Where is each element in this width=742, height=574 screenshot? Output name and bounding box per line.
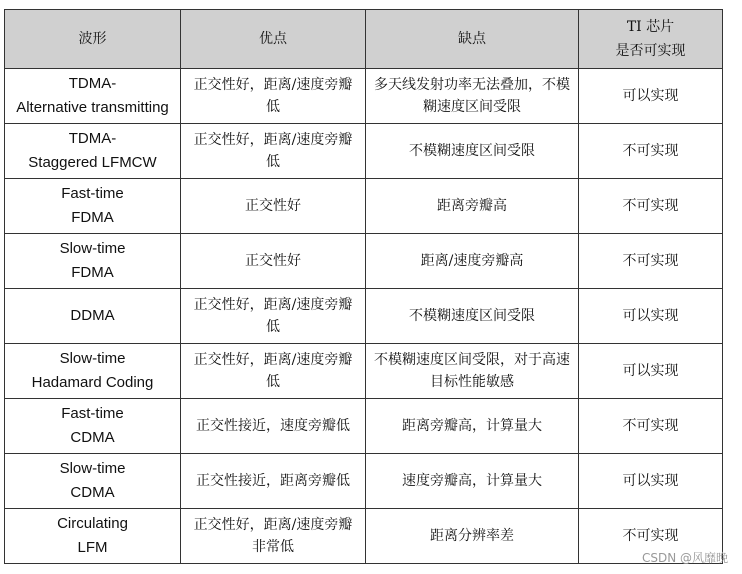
table-body — [5, 69, 723, 564]
waveform-cell — [5, 234, 181, 289]
waveform-cell — [5, 509, 181, 564]
cons-cell-text: 不模糊速度区间受限 — [409, 143, 535, 159]
cons-cell-text: 距离分辨率差 — [430, 528, 514, 544]
pros-cell-text: 正交性好，距离/速度旁瓣低 — [193, 132, 353, 170]
table-row — [5, 399, 723, 454]
ti-support-cell — [579, 399, 723, 454]
table-row — [5, 69, 723, 124]
waveform-name-line2: FDMA — [71, 209, 114, 226]
table-row — [5, 344, 723, 399]
ti-support-cell-text: 可以实现 — [622, 88, 679, 104]
cons-cell-text: 速度旁瓣高，计算量大 — [402, 473, 542, 489]
waveform-name-line1: DDMA — [70, 307, 115, 324]
ti-support-cell-text: 可以实现 — [622, 473, 679, 489]
table-header — [5, 10, 723, 69]
pros-cell — [181, 399, 366, 454]
waveform-name-line1: Fast-time — [61, 185, 124, 202]
waveform-comparison-table — [4, 9, 723, 564]
waveform-cell — [5, 69, 181, 124]
header-row — [5, 10, 723, 69]
ti-support-cell-text: 可以实现 — [622, 308, 679, 324]
cons-cell-text: 距离旁瓣高 — [437, 198, 507, 214]
waveform-name-line2: CDMA — [70, 484, 115, 501]
header-waveform: 波形 — [5, 10, 181, 69]
pros-cell — [181, 509, 366, 564]
ti-support-cell — [579, 234, 723, 289]
watermark: CSDN @风靡晚 — [641, 551, 728, 565]
header-ti-line2: 是否可实现 — [615, 43, 686, 59]
pros-cell — [181, 344, 366, 399]
cons-cell — [366, 234, 579, 289]
waveform-name-line2: Alternative transmitting — [16, 99, 169, 116]
ti-support-cell-text: 不可实现 — [622, 418, 679, 434]
ti-support-cell — [579, 124, 723, 179]
pros-cell-text: 正交性好 — [245, 198, 301, 214]
waveform-name-line2: Staggered LFMCW — [28, 154, 157, 171]
cons-cell — [366, 509, 579, 564]
waveform-name-line2: Hadamard Coding — [31, 374, 154, 391]
cons-cell-text: 距离/速度旁瓣高 — [420, 253, 524, 269]
ti-support-cell-text: 不可实现 — [622, 253, 679, 269]
pros-cell-text: 正交性好，距离/速度旁瓣低 — [193, 352, 353, 390]
table-row — [5, 454, 723, 509]
ti-support-cell-text: 不可实现 — [622, 198, 679, 214]
ti-support-cell — [579, 289, 723, 344]
pros-cell-text: 正交性接近，速度旁瓣低 — [196, 418, 350, 434]
waveform-cell — [5, 179, 181, 234]
table-row — [5, 234, 723, 289]
table-row — [5, 509, 723, 564]
header-ti-line1: TI 芯片 — [626, 19, 675, 35]
cons-cell — [366, 179, 579, 234]
pros-cell-text: 正交性好，距离/速度旁瓣低 — [193, 77, 353, 115]
waveform-cell — [5, 399, 181, 454]
pros-cell — [181, 179, 366, 234]
cons-cell-text: 距离旁瓣高，计算量大 — [402, 418, 542, 434]
cons-cell — [366, 344, 579, 399]
table-row — [5, 179, 723, 234]
waveform-name-line1: TDMA- — [68, 75, 117, 92]
cons-cell-text: 不模糊速度区间受限 — [409, 308, 535, 324]
header-pros: 优点 — [181, 10, 366, 69]
waveform-cell — [5, 454, 181, 509]
ti-support-cell — [579, 179, 723, 234]
pros-cell-text: 正交性好，距离/速度旁瓣非常低 — [193, 517, 353, 555]
ti-support-cell-text: 不可实现 — [622, 143, 679, 159]
pros-cell — [181, 289, 366, 344]
ti-support-cell-text: 不可实现 — [622, 528, 679, 544]
waveform-name-line2: LFM — [77, 539, 108, 556]
table-row — [5, 124, 723, 179]
pros-cell-text: 正交性接近，距离旁瓣低 — [196, 473, 350, 489]
ti-support-cell — [579, 69, 723, 124]
header-cons: 缺点 — [366, 10, 579, 69]
cons-cell-text: 不模糊速度区间受限，对于高速目标性能敏感 — [374, 352, 570, 390]
ti-support-cell — [579, 344, 723, 399]
waveform-name-line1: Fast-time — [61, 405, 124, 422]
waveform-cell — [5, 344, 181, 399]
cons-cell — [366, 399, 579, 454]
cons-cell-text: 多天线发射功率无法叠加，不模糊速度区间受限 — [374, 77, 570, 115]
waveform-name-line1: Slow-time — [59, 460, 126, 477]
waveform-cell — [5, 289, 181, 344]
waveform-name-line1: Circulating — [57, 515, 128, 532]
pros-cell-text: 正交性好，距离/速度旁瓣低 — [193, 297, 353, 335]
pros-cell — [181, 124, 366, 179]
waveform-name-line1: Slow-time — [59, 240, 126, 257]
pros-cell — [181, 69, 366, 124]
cons-cell — [366, 454, 579, 509]
header-ti-support — [579, 10, 723, 69]
cons-cell — [366, 124, 579, 179]
waveform-name-line1: Slow-time — [59, 350, 126, 367]
waveform-name-line1: TDMA- — [68, 130, 117, 147]
waveform-cell — [5, 124, 181, 179]
cons-cell — [366, 69, 579, 124]
pros-cell — [181, 454, 366, 509]
waveform-name-line2: CDMA — [70, 429, 115, 446]
pros-cell-text: 正交性好 — [245, 253, 301, 269]
pros-cell — [181, 234, 366, 289]
cons-cell — [366, 289, 579, 344]
table-row — [5, 289, 723, 344]
ti-support-cell-text: 可以实现 — [622, 363, 679, 379]
waveform-name-line2: FDMA — [71, 264, 114, 281]
ti-support-cell — [579, 454, 723, 509]
